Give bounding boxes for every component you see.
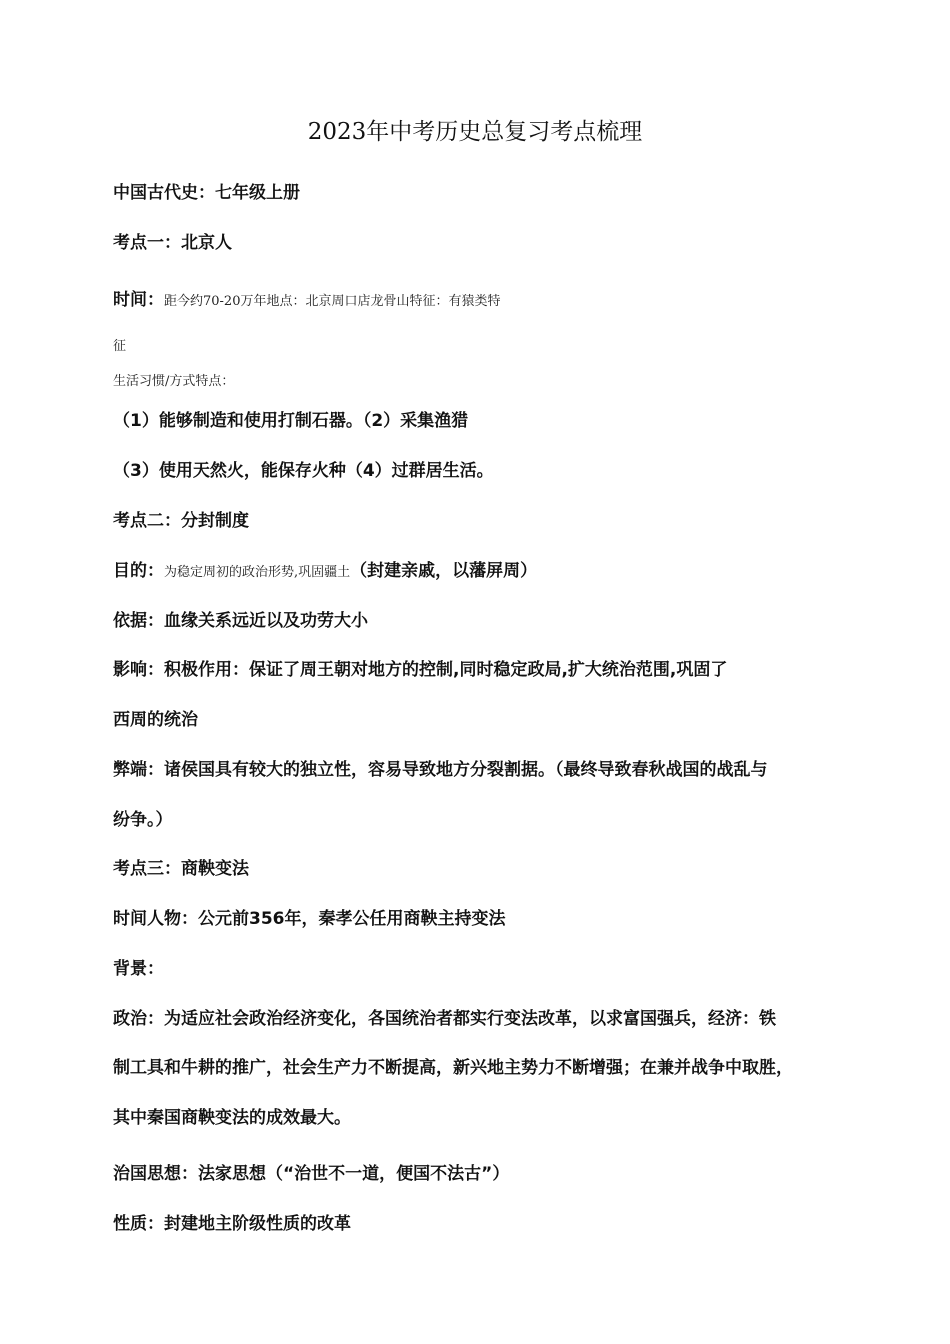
kp3-heading: 考点三：商鞅变法 bbox=[113, 859, 249, 879]
kp1-life-2: （3）使用天然火，能保存火种（4）过群居生活。 bbox=[113, 461, 494, 481]
kp3-background: 背景： bbox=[113, 959, 164, 979]
kp1-time-wrap: 征 bbox=[113, 339, 127, 354]
kp1-time-label: 时间： bbox=[113, 290, 164, 310]
kp2-purpose-small: 为稳定周初的政治形势,巩固疆土 bbox=[164, 565, 351, 580]
kp2-purpose-line bbox=[113, 559, 537, 585]
kp1-time-text: 距今约70-20万年地点：北京周口店龙骨山特征：有猿类特 bbox=[164, 294, 501, 309]
section-heading: 中国古代史：七年级上册 bbox=[113, 183, 300, 203]
kp2-purpose-label: 目的： bbox=[113, 561, 164, 581]
kp3-politics-1: 政治：为适应社会政治经济变化，各国统治者都实行变法改革，以求富国强兵，经济：铁 bbox=[113, 1009, 776, 1029]
kp2-purpose-bold: （封建亲戚，以藩屏周） bbox=[350, 561, 538, 581]
kp1-heading: 考点一：北京人 bbox=[113, 233, 232, 253]
kp2-heading: 考点二：分封制度 bbox=[113, 511, 249, 531]
kp2-basis: 依据：血缘关系远近以及功劳大小 bbox=[113, 611, 368, 631]
kp3-time-people: 时间人物：公元前356年，秦孝公任用商鞅主持变法 bbox=[113, 909, 506, 929]
kp2-drawback-2: 纷争。） bbox=[113, 810, 173, 830]
kp1-time-line bbox=[113, 288, 500, 314]
kp3-ideology: 治国思想：法家思想（“治世不一道，便国不法古”） bbox=[113, 1164, 510, 1184]
kp3-nature: 性质：封建地主阶级性质的改革 bbox=[113, 1214, 351, 1234]
document-title: 2023年中考历史总复习考点梳理 bbox=[307, 119, 643, 145]
kp2-impact-2: 西周的统治 bbox=[113, 710, 198, 730]
kp2-drawback-1: 弊端：诸侯国具有较大的独立性，容易导致地方分裂割据。（最终导致春秋战国的战乱与 bbox=[113, 760, 768, 780]
kp3-politics-3: 其中秦国商鞅变法的成效最大。 bbox=[113, 1108, 351, 1128]
kp2-impact-1: 影响：积极作用：保证了周王朝对地方的控制,同时稳定政局,扩大统治范围,巩固了 bbox=[113, 660, 728, 680]
kp1-life-1: （1）能够制造和使用打制石器。（2）采集渔猎 bbox=[113, 411, 469, 431]
kp3-politics-2: 制工具和牛耕的推广，社会生产力不断提高，新兴地主势力不断增强；在兼并战争中取胜， bbox=[113, 1058, 793, 1078]
kp1-life-label: 生活习惯/方式特点： bbox=[113, 374, 235, 389]
